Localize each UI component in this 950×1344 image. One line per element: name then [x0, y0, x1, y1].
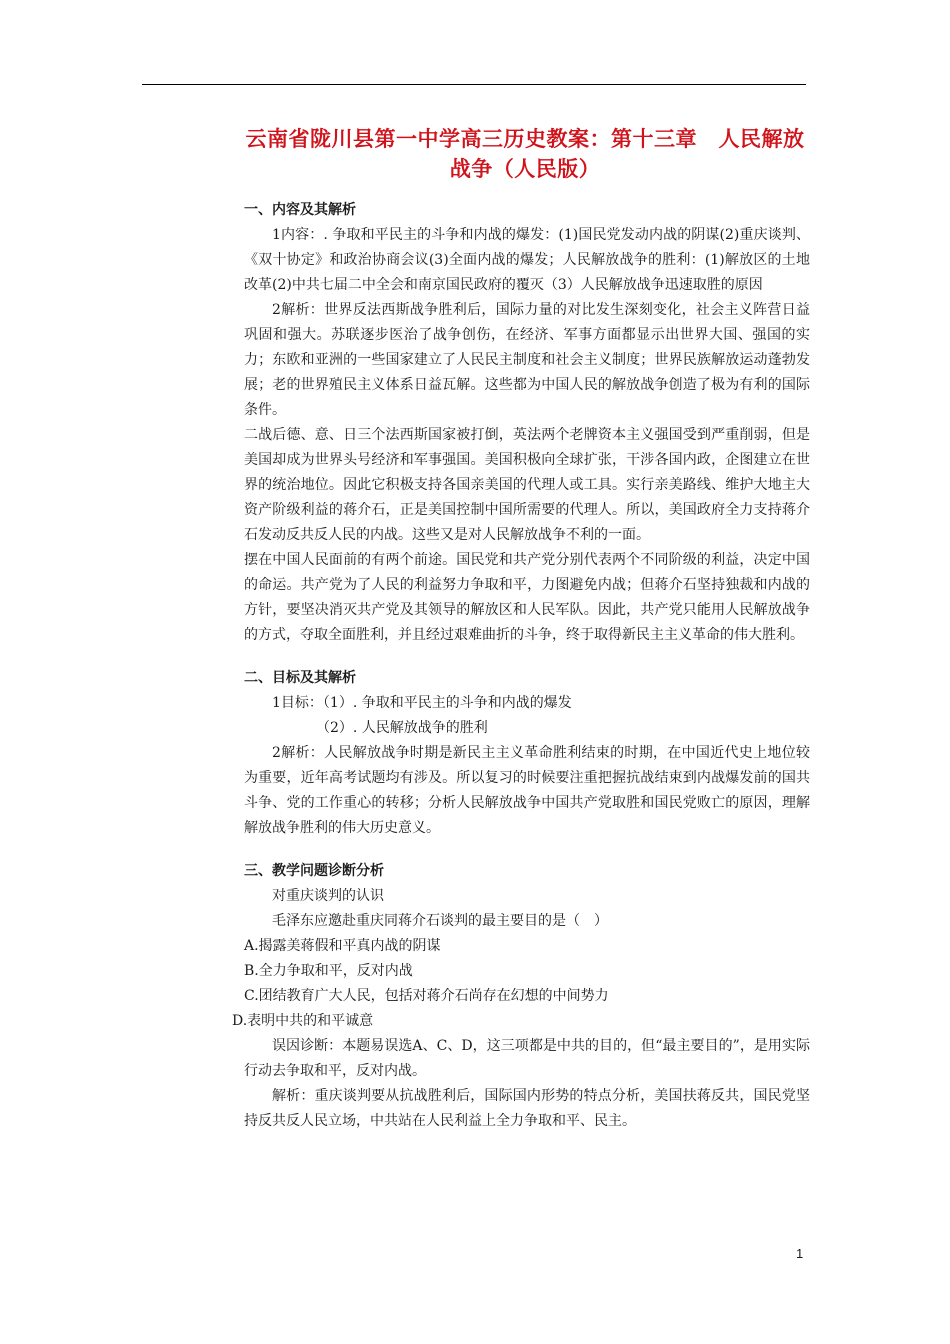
section-2-analysis: 2解析：人民解放战争时期是新民主主义革命胜利结束的时期，在中国近代史上地位较为重要，近年高考试题均有涉及。所以复习的时候要注重把握抗战结束到内战爆发前的国共斗争、党的工作重心的转移；分析人民解放战争中国共产党取胜和国民党败亡的原因，理解解放战争胜利的伟大历史意义。 [244, 745, 810, 836]
section-1-paragraph: 二战后德、意、日三个法西斯国家被打倒，英法两个老牌资本主义强国受到严重削弱，但是美国却成为世界头号经济和军事强国。美国积极向全球扩张，干涉各国内政，企图建立在世界的统治地位。因此它积极支持各国亲美国的代理人或工具。实行亲美路线、维护大地主大资产阶级利益的蒋介石，正是美国控制中国所需要的代理人。所以，美国政府全力支持蒋介石发动反共反人民的内战。这些又是对人民解放战争不利的一面。 [244, 427, 810, 543]
error-diagnosis: 误因诊断：本题易误选A、C、D，这三项都是中共的目的，但“最主要目的”，是用实际行动去争取和平，反对内战。 [244, 1038, 810, 1079]
page-number: 1 [796, 1246, 804, 1261]
section-1-heading: 一、内容及其解析 [244, 202, 356, 218]
document-body [232, 198, 810, 1134]
question-stem: 毛泽东应邀赴重庆同蒋介石谈判的最主要目的是（ ） [272, 913, 608, 929]
section-3-heading: 三、教学问题诊断分析 [244, 863, 384, 879]
option-b: B.全力争取和平，反对内战 [244, 963, 413, 979]
header-rule [142, 84, 806, 85]
section-1-analysis: 2解析：世界反法西斯战争胜利后，国际力量的对比发生深刻变化，社会主义阵营日益巩固和强大。苏联逐步医治了战争创伤，在经济、军事方面都显示出世界大国、强国的实力；东欧和亚洲的一些国家建立了人民民主制度和社会主义制度；世界民族解放运动蓬勃发展；老的世界殖民主义体系日益瓦解。这些都为中国人民的解放战争创造了极为有利的国际条件。 [244, 302, 810, 418]
section-2-goal-2: （2）. 人民解放战争的胜利 [316, 720, 488, 736]
section-3-topic: 对重庆谈判的认识 [272, 888, 384, 904]
option-d: D.表明中共的和平诚意 [232, 1013, 374, 1029]
option-c: C.团结教育广大人民，包括对蒋介石尚存在幻想的中间势力 [244, 988, 609, 1004]
document-title: 云南省陇川县第一中学高三历史教案：第十三章 人民解放战争（人民版） [245, 126, 805, 181]
question-analysis: 解析：重庆谈判要从抗战胜利后，国际国内形势的特点分析，美国扶蒋反共，国民党坚持反共反人民立场，中共站在人民利益上全力争取和平、民主。 [244, 1088, 810, 1129]
section-1-content: 1内容：. 争取和平民主的斗争和内战的爆发：(1)国民党发动内战的阴谋(2)重庆谈判、《双十协定》和政治协商会议(3)全面内战的爆发；人民解放战争的胜利：(1)解放区的土地改革(2)中共七届二中全会和南京国民政府的覆灭（3）人民解放战争迅速取胜的原因 [244, 227, 810, 293]
option-a: A.揭露美蒋假和平真内战的阴谋 [244, 938, 441, 954]
section-2-goal-1: 1目标：（1）. 争取和平民主的斗争和内战的爆发 [272, 695, 572, 711]
section-2-heading: 二、目标及其解析 [244, 670, 356, 686]
section-1-paragraph: 摆在中国人民面前的有两个前途。国民党和共产党分别代表两个不同阶级的利益，决定中国的命运。共产党为了人民的利益努力争取和平，力图避免内战；但蒋介石坚持独裁和内战的方针，要坚决消灭共产党及其领导的解放区和人民军队。因此，共产党只能用人民解放战争的方式，夺取全面胜利，并且经过艰难曲折的斗争，终于取得新民主主义革命的伟大胜利。 [244, 552, 810, 643]
